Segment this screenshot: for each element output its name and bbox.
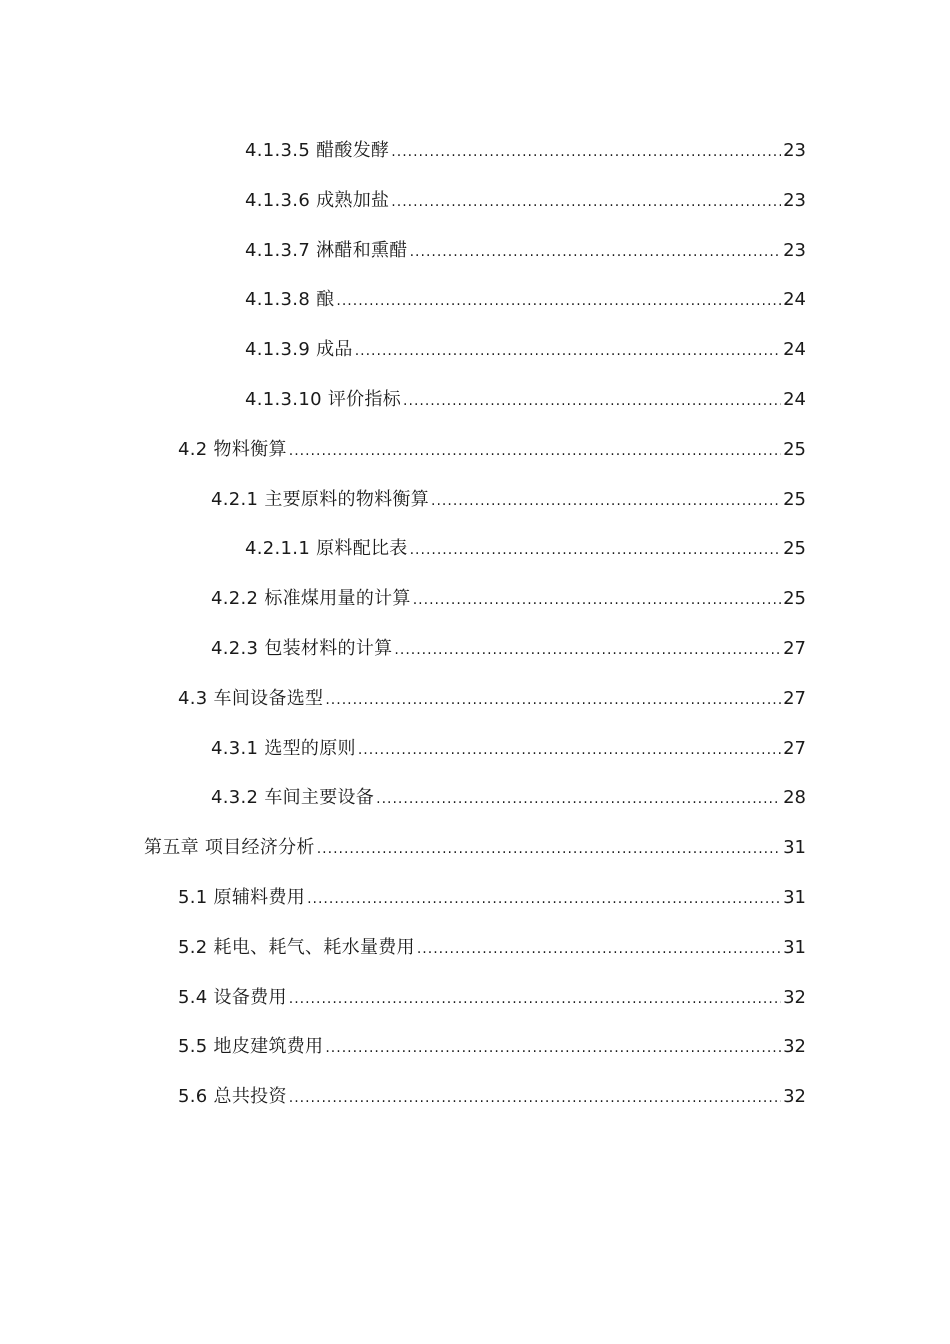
toc-entry[interactable] <box>0 823 950 873</box>
toc-dot-leader <box>394 626 781 676</box>
toc-dot-leader <box>355 327 781 377</box>
toc-entry[interactable] <box>0 773 950 823</box>
toc-entry-page-number: 32 <box>783 1036 806 1058</box>
toc-entry-page-number: 23 <box>783 239 806 261</box>
toc-dot-leader <box>417 925 781 975</box>
toc-entry[interactable] <box>0 176 950 226</box>
toc-entry[interactable] <box>0 1022 950 1072</box>
toc-entry-label: 4.1.3.10 评价指标 <box>245 388 402 410</box>
toc-entry[interactable] <box>0 724 950 774</box>
toc-entry-page-number: 28 <box>783 787 806 809</box>
toc-entry-page-number: 31 <box>783 936 806 958</box>
toc-entry[interactable] <box>0 475 950 525</box>
toc-dot-leader <box>410 228 781 278</box>
toc-entry[interactable] <box>0 923 950 973</box>
toc-entry-page-number: 25 <box>783 538 806 560</box>
toc-entry[interactable] <box>0 425 950 475</box>
toc-dot-leader <box>410 526 781 576</box>
toc-entry-label: 4.3.1 选型的原则 <box>211 737 356 759</box>
toc-dot-leader <box>289 1074 781 1124</box>
toc-entry[interactable] <box>0 873 950 923</box>
toc-entry-label: 4.1.3.7 淋醋和熏醋 <box>245 239 408 261</box>
toc-entry-label: 4.3.2 车间主要设备 <box>211 787 375 809</box>
toc-entry-label: 4.2.1 主要原料的物料衡算 <box>211 488 430 510</box>
toc-entry[interactable] <box>0 674 950 724</box>
toc-entry-label: 4.2 物料衡算 <box>178 438 287 460</box>
toc-entry[interactable] <box>0 226 950 276</box>
toc-entry-page-number: 32 <box>783 1086 806 1108</box>
toc-dot-leader <box>317 825 781 875</box>
toc-entry-label: 4.2.3 包装材料的计算 <box>211 637 393 659</box>
toc-dot-leader <box>289 427 781 477</box>
toc-entry[interactable] <box>0 574 950 624</box>
toc-entry[interactable] <box>0 126 950 176</box>
toc-dot-leader <box>358 726 781 776</box>
toc-entry-label: 5.4 设备费用 <box>178 986 287 1008</box>
toc-dot-leader <box>376 775 781 825</box>
toc-entry[interactable] <box>0 375 950 425</box>
toc-entry-page-number: 31 <box>783 886 806 908</box>
toc-entry[interactable] <box>0 624 950 674</box>
toc-entry-label: 4.2.2 标准煤用量的计算 <box>211 588 411 610</box>
toc-entry-page-number: 27 <box>783 737 806 759</box>
toc-dot-leader <box>391 178 781 228</box>
toc-dot-leader <box>431 477 781 527</box>
toc-entry-page-number: 31 <box>783 837 806 859</box>
table-of-contents <box>0 126 950 1122</box>
toc-entry-page-number: 32 <box>783 986 806 1008</box>
toc-entry[interactable] <box>0 973 950 1023</box>
toc-dot-leader <box>336 277 781 327</box>
toc-entry-label: 4.1.3.9 成品 <box>245 339 353 361</box>
toc-entry-page-number: 23 <box>783 140 806 161</box>
toc-entry-label: 5.6 总共投资 <box>178 1086 287 1108</box>
toc-dot-leader <box>325 1024 781 1074</box>
toc-entry-label: 4.1.3.8 酿 <box>245 289 335 311</box>
toc-entry-label: 第五章 项目经济分析 <box>144 837 315 859</box>
toc-entry-label: 5.2 耗电、耗气、耗水量费用 <box>178 936 415 958</box>
toc-dot-leader <box>307 875 781 925</box>
toc-entry-page-number: 25 <box>783 438 806 460</box>
toc-entry-label: 5.1 原辅料费用 <box>178 886 306 908</box>
toc-dot-leader <box>413 576 781 626</box>
toc-dot-leader <box>391 128 781 178</box>
toc-entry-page-number: 24 <box>783 339 806 361</box>
toc-entry-label: 4.1.3.5 醋酸发酵 <box>245 140 390 161</box>
toc-dot-leader <box>325 676 781 726</box>
toc-entry-page-number: 25 <box>783 588 806 610</box>
toc-entry-page-number: 24 <box>783 289 806 311</box>
toc-entry-label: 4.2.1.1 原料配比表 <box>245 538 408 560</box>
toc-dot-leader <box>403 377 781 427</box>
toc-entry-label: 4.1.3.6 成熟加盐 <box>245 189 390 211</box>
toc-entry-label: 5.5 地皮建筑费用 <box>178 1036 324 1058</box>
toc-entry[interactable] <box>0 275 950 325</box>
toc-entry-page-number: 27 <box>783 637 806 659</box>
toc-entry[interactable] <box>0 325 950 375</box>
toc-dot-leader <box>289 975 781 1025</box>
toc-entry-page-number: 27 <box>783 687 806 709</box>
toc-entry-page-number: 25 <box>783 488 806 510</box>
toc-entry[interactable] <box>0 1072 950 1122</box>
toc-entry-page-number: 23 <box>783 189 806 211</box>
toc-entry[interactable] <box>0 524 950 574</box>
toc-entry-page-number: 24 <box>783 388 806 410</box>
toc-entry-label: 4.3 车间设备选型 <box>178 687 324 709</box>
